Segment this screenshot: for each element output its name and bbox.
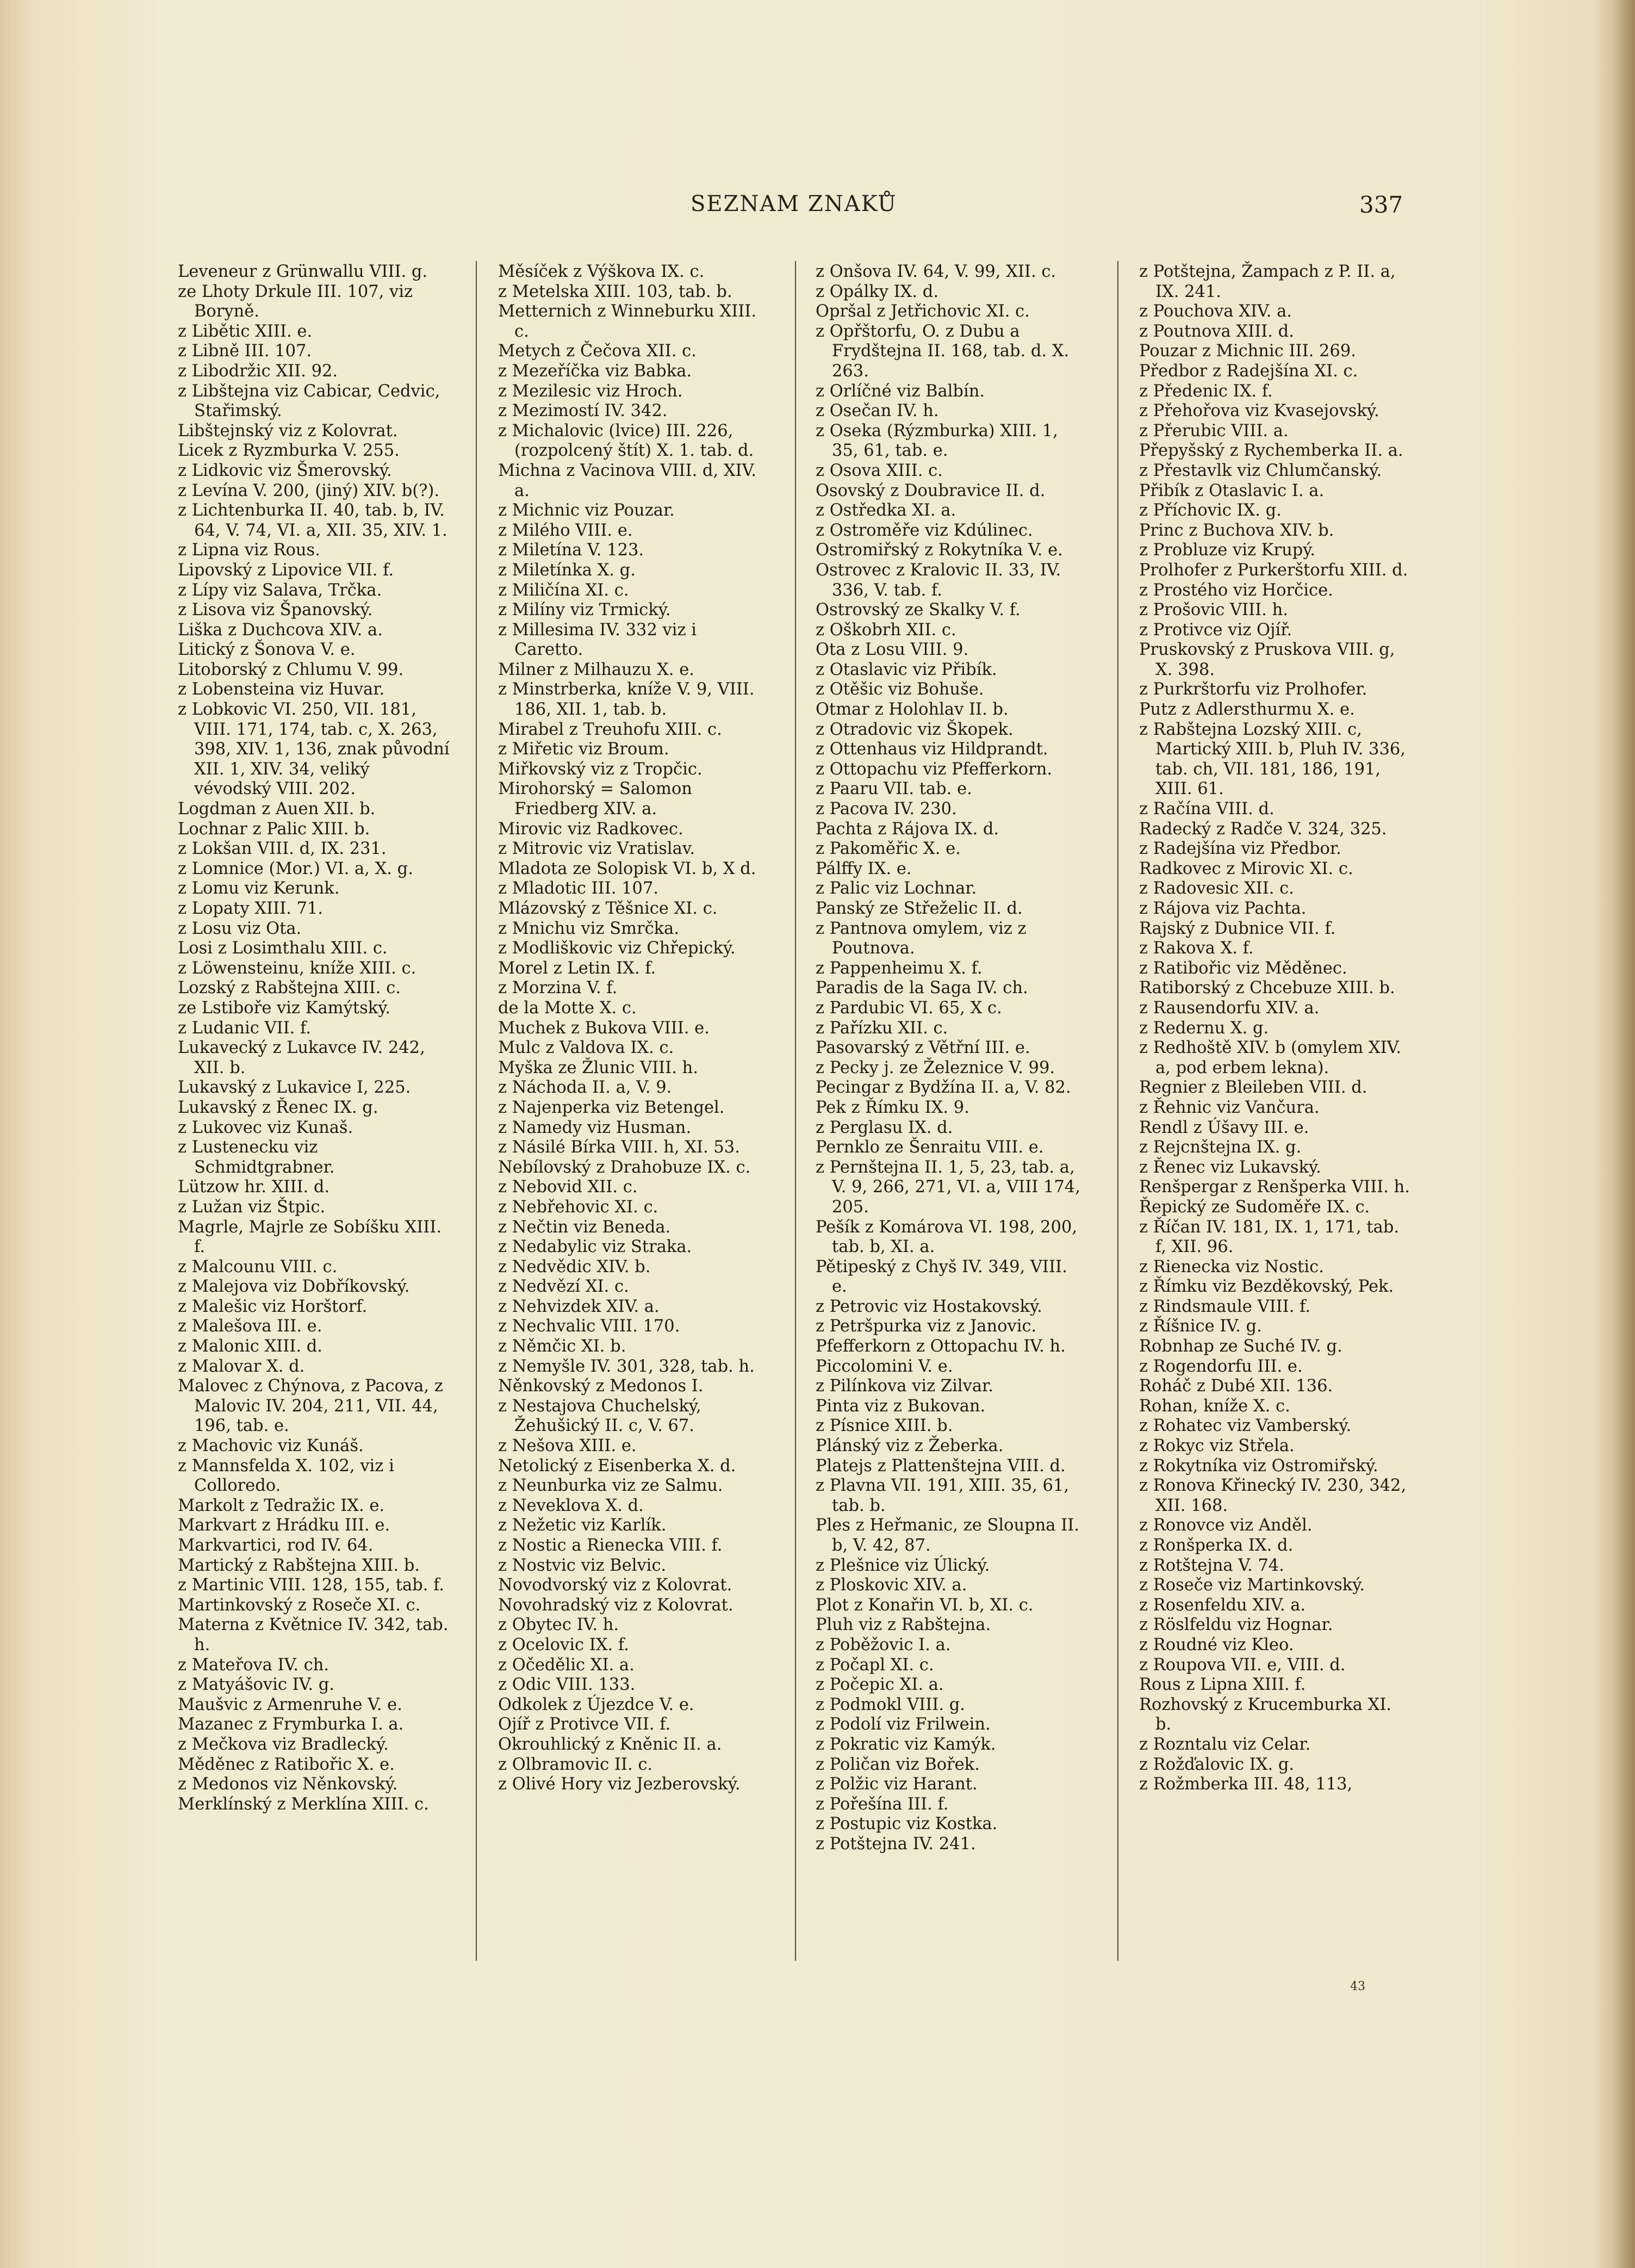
index-entry: Licek z Ryzmburka V. 255. [178,441,400,461]
index-entry: Metternich z Winneburku XIII. c. [498,302,757,341]
index-entry: z Mezeříčka viz Babka. [498,361,692,381]
index-entry: z Poběžovic I. a. [816,1635,951,1654]
index-entry: z Onšova IV. 64, V. 99, XII. c. [816,262,1056,281]
index-entry: z Lužan viz Štpic. [178,1197,326,1217]
index-entry: z Malešova III. e. [178,1317,322,1336]
index-entry: z Plešnice viz Úlický. [816,1556,990,1575]
index-entry: z Libětic XIII. e. [178,321,313,341]
index-entry: z Lukovec viz Kunaš. [178,1118,353,1137]
index-entry: Odkolek z Újezdce V. e. [498,1695,694,1714]
index-entry: z Mateřova IV. ch. [178,1655,330,1675]
index-entry: Řepický ze Sudoměře IX. c. [1139,1197,1370,1217]
index-entry: z Morzina V. f. [498,978,618,998]
index-entry: Lukavecký z Lukavce IV. 242, XII. b. [178,1038,425,1077]
index-entry: z Přerubic VIII. a. [1139,421,1289,441]
index-entry: z Řenec viz Lukavský. [1139,1157,1321,1177]
index-entry: z Matyášovic IV. g. [178,1675,334,1695]
index-entry: z Perglasu IX. d. [816,1118,953,1137]
index-entry: Malovec z Chýnova, z Pacova, z Malovic IV. 204, 211, VII. 44, 196, tab. e. [178,1377,443,1436]
index-entry: Magrle, Majrle ze Sobíšku XIII. f. [178,1217,442,1257]
index-entry: z Rotštejna V. 74. [1139,1556,1284,1575]
index-entry: z Nostvic viz Belvic. [498,1556,667,1575]
index-entry: z Rohatec viz Vamberský. [1139,1416,1352,1436]
index-entry: Pasovarský z Větřní III. e. [816,1038,1030,1058]
index-entry: z Millesima IV. 332 viz i Caretto. [498,620,697,660]
index-entry: z Otaslavic viz Přibík. [816,660,997,679]
index-entry: z Pouchova XIV. a. [1139,302,1292,321]
index-entry: z Počapl XI. c. [816,1655,934,1675]
index-entry: Pinta viz z Bukovan. [816,1396,986,1416]
index-entry: z Losu viz Ota. [178,919,302,938]
index-entry: z Nebřehovic XI. c. [498,1197,658,1217]
index-entry: z Roudné viz Kleo. [1139,1635,1294,1654]
index-entry: z Petršpurka viz z Janovic. [816,1317,1037,1336]
index-entry: z Obytec IV. h. [498,1615,619,1635]
index-entry: z Písnice XIII. b. [816,1416,953,1436]
index-entry: Renšpergar z Renšperka VIII. h. [1139,1178,1410,1197]
index-entry: Mlázovský z Těšnice XI. c. [498,899,718,918]
index-entry: z Prostého viz Horčice. [1139,580,1333,600]
index-entry: z Levína V. 200, (jiný) XIV. b(?). [178,481,440,500]
index-entry: z Milíny viz Trmický. [498,600,671,620]
index-entry: Pešík z Komárova VI. 198, 200, tab. b, XI. a. [816,1217,1078,1257]
index-entry: Ples z Heřmanic, ze Sloupna II. b, V. 42, 87. [816,1516,1079,1555]
index-entry: Maušvic z Armenruhe V. e. [178,1695,402,1714]
index-entry: z Nedvědic XIV. b. [498,1257,651,1276]
index-entry: z Malejova viz Dobříkovský. [178,1277,410,1297]
running-title: SEZNAM ZNAKŮ [691,191,897,216]
index-entry: Ostrovec z Kralovic II. 33, IV. 336, V. tab. f. [816,560,1061,600]
index-entry: z Mladotic III. 107. [498,879,659,898]
index-entry: z Přestavlk viz Chlumčanský. [1139,461,1382,480]
index-entry: ze Lhoty Drkule III. 107, viz Boryně. [178,282,413,321]
index-entry: Rendl z Úšavy III. e. [1139,1118,1309,1137]
index-entry: Panský ze Střeželic II. d. [816,899,1023,918]
index-entry: Materna z Květnice IV. 342, tab. h. [178,1615,449,1654]
index-entry: z Říčan IV. 181, IX. 1, 171, tab. f, XII. 96. [1139,1217,1400,1257]
index-entry: z Oškobrh XII. c. [816,620,956,640]
index-entry: z Röslfeldu viz Hognar. [1139,1615,1333,1635]
index-entry: z Římku viz Bezděkovský, Pek. [1139,1277,1394,1297]
index-entry: z Mečkova viz Bradlecký. [178,1734,389,1754]
index-entry: Novodvorský viz z Kolovrat. [498,1576,732,1595]
index-entry: Lochnar z Palic XIII. b. [178,819,370,839]
index-entry: Opršal z Jetřichovic XI. c. [816,302,1030,321]
index-entry: z Libně III. 107. [178,342,312,361]
index-entry: z Milého VIII. e. [498,520,633,540]
index-entry: z Machovic viz Kunáš. [178,1436,364,1456]
index-entry: z Rokytníka viz Ostromiřský. [1139,1456,1378,1476]
index-entry: z Rogendorfu III. e. [1139,1356,1303,1376]
index-entry: Otmar z Holohlav II. b. [816,700,1009,720]
index-entry: Pernklo ze Šenraitu VIII. e. [816,1138,1044,1157]
index-entry: z Rakova X. f. [1139,939,1254,958]
index-entry: Martinkovský z Roseče XI. c. [178,1595,421,1615]
index-entry: z Radovesic XII. c. [1139,879,1294,898]
index-entry: z Příchovic IX. g. [1139,501,1282,520]
index-entry: z Lokšan VIII. d, IX. 231. [178,839,387,859]
index-entry: z Olbramovic II. c. [498,1755,653,1774]
index-entry: Radecký z Radče V. 324, 325. [1139,819,1387,839]
index-entry: z Miřetic viz Broum. [498,740,669,759]
index-entry: z Miličína XI. c. [498,580,629,600]
index-entry: Mirovic viz Radkovec. [498,819,683,839]
index-entry: de la Motte X. c. [498,998,637,1018]
index-entry: Putz z Adlersthurmu X. e. [1139,700,1355,720]
index-entry: z Rabštejna Lozský XIII. c, Martický XIII. b, Pluh IV. 336, tab. ch, VII. 181, 186, 191, XIII. 61. [1139,720,1406,799]
index-entry: z Rájova viz Pachta. [1139,899,1307,918]
index-entry: z Poličan viz Bořek. [816,1755,980,1774]
index-entry: z Nedabylic viz Straka. [498,1237,692,1257]
index-entry: Losi z Losimthalu XIII. c. [178,939,388,958]
index-entry: z Ploskovic XIV. a. [816,1576,967,1595]
index-entry: Radkovec z Mirovic XI. c. [1139,859,1353,878]
index-entry: z Pořešína III. f. [816,1794,949,1814]
index-entry: z Namedy viz Husman. [498,1118,692,1137]
index-entry: z Najenperka viz Betengel. [498,1098,725,1117]
page-edge-shadow [1613,0,1635,2268]
index-entry: Osovský z Doubravice II. d. [816,481,1046,500]
index-entry: z Ludanic VII. f. [178,1018,311,1038]
index-entry: z Osova XIII. c. [816,461,943,480]
index-entry: Přibík z Otaslavic I. a. [1139,481,1325,500]
index-column-3 [816,262,1087,1855]
index-entry: Princ z Buchova XIV. b. [1139,520,1334,540]
index-entry: z Pappenheimu X. f. [816,958,983,978]
index-entry: z Metelska XIII. 103, tab. b. [498,282,732,301]
index-entry: z Miletínka X. g. [498,560,636,580]
index-entry: z Rindsmaule VIII. f. [1139,1297,1311,1316]
index-entry: z Prošovic VIII. h. [1139,600,1288,620]
index-entry: z Ocelovic IX. f. [498,1635,629,1654]
index-entry: Markolt z Tedražic IX. e. [178,1496,385,1515]
index-entry: z Předenic IX. f. [1139,381,1273,401]
index-entry: Prolhofer z Purkerštorfu XIII. d. [1139,560,1408,580]
index-entry: Miřkovský viz z Tropčic. [498,759,703,779]
index-entry: Pecingar z Bydžína II. a, V. 82. [816,1078,1071,1098]
index-entry: Netolický z Eisenberka X. d. [498,1456,736,1476]
index-entry: z Ottopachu viz Pfefferkorn. [816,759,1053,779]
index-entry: z Opřštorfu, O. z Dubu a Frydštejna II. 168, tab. d. X. 263. [816,321,1070,381]
index-entry: z Ostředka XI. a. [816,501,956,520]
index-entry: Lützow hr. XIII. d. [178,1178,330,1197]
index-entry: z Rausendorfu XIV. a. [1139,998,1320,1018]
index-entry: Rozhovský z Krucemburka XI. b. [1139,1695,1392,1734]
index-entry: z Roupova VII. e, VIII. d. [1139,1655,1346,1675]
index-entry: z Nežetic viz Karlík. [498,1516,667,1535]
index-entry: Přepyšský z Rychemberka II. a. [1139,441,1403,461]
index-entry: z Lisova viz Španovský. [178,600,373,620]
index-entry: Lozský z Rabštejna XIII. c. [178,978,401,998]
index-entry: Roháč z Dubé XII. 136. [1139,1377,1333,1396]
index-entry: z Paaru VII. tab. e. [816,779,972,799]
index-entry: z Odic VIII. 133. [498,1675,636,1695]
index-entry: z Pecky j. ze Železnice V. 99. [816,1058,1055,1077]
index-entry: z Redhoště XIV. b (omylem XIV. a, pod erbem lekna). [1139,1038,1402,1077]
index-entry: z Modliškovic viz Chřepický. [498,939,736,958]
index-entry: Pouzar z Michnic III. 269. [1139,342,1356,361]
index-entry: z Otěšic viz Bohuše. [816,680,984,699]
index-entry: Regnier z Bleileben VIII. d. [1139,1078,1367,1098]
index-entry: z Mitrovic viz Vratislav. [498,839,695,859]
index-entry: z Postupic viz Kostka. [816,1814,998,1834]
index-entry: Mladota ze Solopisk VI. b, X d. [498,859,756,878]
index-entry: z Němčic XI. b. [498,1337,626,1356]
index-entry: Michna z Vacinova VIII. d, XIV. a. [498,461,756,500]
index-entry: z Petrovic viz Hostakovský. [816,1297,1042,1316]
index-entry: Muchek z Bukova VIII. e. [498,1018,710,1038]
index-entry: z Ostroměře viz Kdúlinec. [816,520,1033,540]
index-entry: Milner z Milhauzu X. e. [498,660,694,679]
index-entry: z Pantnova omylem, viz z Poutnova. [816,919,1027,958]
index-entry: z Lipna viz Rous. [178,541,320,560]
index-entry: Myška ze Žlunic VIII. h. [498,1058,698,1077]
index-entry: z Rienecka viz Nostic. [1139,1257,1324,1276]
index-entry: Předbor z Radejšína XI. c. [1139,361,1358,381]
index-entry: Ostrovský ze Skalky V. f. [816,600,1021,620]
column-rule-2 [795,261,796,1961]
index-entry: ze Lstiboře viz Kamýtský. [178,998,391,1018]
index-entry: Lukavský z Lukavice I, 225. [178,1078,411,1098]
index-column-2 [498,262,770,1795]
index-entry: Pachta z Rájova IX. d. [816,819,999,839]
index-entry: Litický z Šonova V. e. [178,640,356,660]
index-entry: Pruskovský z Pruskova VIII. g, X. 398. [1139,640,1395,679]
index-entry: z Ottenhaus viz Hildprandt. [816,740,1048,759]
index-entry: Mulc z Valdova IX. c. [498,1038,674,1058]
index-entry: Litoborský z Chlumu V. 99. [178,660,404,679]
index-entry: Novohradský viz z Kolovrat. [498,1595,733,1615]
index-entry: z Löwensteinu, kníže XIII. c. [178,958,416,978]
index-entry: z Pernštejna II. 1, 5, 23, tab. a, V. 9, 266, 271, VI. a, VIII 174, 205. [816,1157,1080,1217]
index-entry: z Malonic XIII. d. [178,1337,322,1356]
index-entry: z Poutnova XIII. d. [1139,321,1294,341]
index-entry: Pálffy IX. e. [816,859,912,878]
index-entry: z Rozntalu viz Celar. [1139,1734,1311,1754]
column-rule-1 [476,261,477,1961]
index-entry: z Redernu X. g. [1139,1018,1269,1038]
index-entry: z Nečtin viz Beneda. [498,1217,671,1237]
index-entry: z Nemyšle IV. 301, 328, tab. h. [498,1356,755,1376]
index-entry: z Polžic viz Harant. [816,1775,978,1794]
index-entry: z Ratibořic viz Měděnec. [1139,958,1347,978]
index-entry: Rous z Lipna XIII. f. [1139,1675,1306,1695]
index-entry: z Oseka (Rýzmburka) XIII. 1, 35, 61, tab. e. [816,421,1058,461]
index-entry: z Osečan IV. h. [816,401,939,421]
column-rule-3 [1117,261,1118,1961]
index-entry: z Lomnice (Mor.) VI. a, X. g. [178,859,413,878]
index-entry: z Ronšperka IX. d. [1139,1536,1294,1555]
index-column-1 [178,262,450,1814]
index-entry: z Lobensteina viz Huvar. [178,680,385,699]
index-entry: Ratiborský z Chcebuze XIII. b. [1139,978,1395,998]
index-entry: Liška z Duchcova XIV. a. [178,620,383,640]
index-entry: z Probluze viz Krupý. [1139,541,1316,560]
index-entry: z Nedvězí XI. c. [498,1277,629,1297]
index-entry: z Náchoda II. a, V. 9. [498,1078,672,1098]
index-entry: Nebílovský z Drahobuze IX. c. [498,1157,751,1177]
index-entry: Pluh viz z Rabštejna. [816,1615,991,1635]
index-entry: Mazanec z Frymburka I. a. [178,1715,404,1734]
index-entry: z Přehořova viz Kvasejovský. [1139,401,1379,421]
index-entry: Lukavský z Řenec IX. g. [178,1098,378,1117]
index-entry: z Malešic viz Horštorf. [178,1297,368,1316]
index-entry: Plánský viz z Žeberka. [816,1436,1004,1456]
index-entry: Robnhap ze Suché IV. g. [1139,1337,1342,1356]
index-entry: z Radejšína viz Předbor. [1139,839,1341,859]
index-entry: z Michnic viz Pouzar. [498,501,675,520]
index-entry: z Lichtenburka II. 40, tab. b, IV. 64, V. 74, VI. a, XII. 35, XIV. 1. [178,501,447,540]
index-entry: z Nešova XIII. e. [498,1436,637,1456]
index-entry: z Malcounu VIII. c. [178,1257,338,1276]
index-entry: z Lidkovic viz Šmerovský. [178,461,392,480]
index-entry: z Minstrberka, kníže V. 9, VIII. 186, XII. 1, tab. b. [498,680,755,720]
index-entry: z Opálky IX. d. [816,282,939,301]
index-entry: z Nestajova Chuchelský, Žehušický II. c, V. 67. [498,1396,701,1436]
index-entry: z Rosenfeldu XIV. a. [1139,1595,1306,1615]
index-entry: z Purkrštorfu viz Prolhofer. [1139,680,1367,699]
index-entry: Metych z Čečova XII. c. [498,342,697,361]
index-entry: z Mnichu viz Smrčka. [498,919,680,938]
index-entry: Ostromiřský z Rokytníka V. e. [816,541,1063,560]
index-entry: z Nehvizdek XIV. a. [498,1297,660,1316]
index-entry: z Ronova Křinecký IV. 230, 342, XII. 168. [1139,1476,1407,1515]
index-entry: z Rokyc viz Střela. [1139,1436,1295,1456]
index-entry: z Lípy viz Salava, Trčka. [178,580,382,600]
index-entry: z Martinic VIII. 128, 155, tab. f. [178,1576,444,1595]
index-entry: z Nebovid XII. c. [498,1178,638,1197]
index-entry: z Neveklova X. d. [498,1496,644,1515]
index-entry: z Libodržic XII. 92. [178,361,338,381]
index-entry: z Palic viz Lochnar. [816,879,977,898]
index-entry: z Potštejna, Žampach z P. II. a, IX. 241. [1139,262,1396,301]
index-entry: z Lustenecku viz Schmidtgrabner. [178,1138,335,1177]
index-entry: z Ronovce viz Anděl. [1139,1516,1313,1535]
index-entry: z Očedělic XI. a. [498,1655,635,1675]
index-entry: Rohan, kníže X. c. [1139,1396,1290,1416]
index-entry: z Podolí viz Frilwein. [816,1715,991,1734]
index-entry: z Nostic a Rienecka VIII. f. [498,1536,723,1555]
index-entry: Libštejnský viz z Kolovrat. [178,421,398,441]
index-entry: Markvart z Hrádku III. e. [178,1516,390,1535]
index-entry: z Pařízku XII. c. [816,1018,948,1038]
index-entry: Pětipeský z Chyš IV. 349, VIII. e. [816,1257,1067,1297]
index-entry: z Neunburka viz ze Salmu. [498,1476,723,1496]
index-entry: z Lomu viz Kerunk. [178,879,340,898]
index-entry: z Pacova IV. 230. [816,800,957,819]
index-entry: z Pakoměřic X. e. [816,839,961,859]
index-entry: Piccolomini V. e. [816,1356,953,1376]
printer-signature: 43 [1350,1980,1365,1993]
index-entry: z Otradovic viz Škopek. [816,720,1014,739]
index-entry: z Lobkovic VI. 250, VII. 181, VIII. 171, 174, tab. c, X. 263, 398, XIV. 1, 136, znak původní XII. 1, XIV. 34, veliký vévodský VIII. 202. [178,700,450,799]
index-entry: Rajský z Dubnice VII. f. [1139,919,1336,938]
index-entry: z Medonos viz Něnkovský. [178,1775,398,1794]
index-entry: z Orlíčné viz Balbín. [816,381,985,401]
index-entry: z Mezimostí IV. 342. [498,401,668,421]
index-entry: z Olivé Hory viz Jezberovský. [498,1775,741,1794]
index-entry: Leveneur z Grünwallu VIII. g. [178,262,428,281]
index-entry: Měděnec z Ratibořic X. e. [178,1755,395,1774]
index-entry: z Nechvalic VIII. 170. [498,1317,680,1336]
index-entry: Mirabel z Treuhofu XIII. c. [498,720,722,739]
index-entry: z Pilínkova viz Zilvar. [816,1377,993,1396]
index-entry: Ojíř z Protivce VII. f. [498,1715,671,1734]
index-entry: z Pokratic viz Kamýk. [816,1734,996,1754]
index-entry: Logdman z Auen XII. b. [178,800,376,819]
index-entry: z Počepic XI. a. [816,1675,944,1695]
page-number: 337 [1359,191,1403,218]
page-header [691,191,1403,230]
index-entry: Měsíček z Výškova IX. c. [498,262,705,281]
index-entry: Platejs z Plattenštejna VIII. d. [816,1456,1066,1476]
index-entry: z Račína VIII. d. [1139,800,1275,819]
index-entry: z Roseče viz Martinkovský. [1139,1576,1365,1595]
index-entry: z Protivce viz Ojíř. [1139,620,1292,640]
index-entry: Pek z Římku IX. 9. [816,1098,969,1117]
index-entry: z Michalovic (lvice) III. 226, (rozpolcený štít) X. 1. tab. d. [498,421,754,461]
index-entry: Morel z Letin IX. f. [498,958,656,978]
index-entry: z Rejcnštejna IX. g. [1139,1138,1302,1157]
index-entry: z Potštejna IV. 241. [816,1834,976,1854]
index-entry: Ota z Losu VIII. 9. [816,640,969,660]
index-entry: z Plavna VII. 191, XIII. 35, 61, tab. b. [816,1476,1070,1515]
index-entry: z Mezilesic viz Hroch. [498,381,683,401]
index-entry: z Řehnic viz Vančura. [1139,1098,1320,1117]
index-entry: z Lopaty XIII. 71. [178,899,324,918]
index-entry: z Pardubic VI. 65, X c. [816,998,1002,1018]
index-entry: Markvartici, rod IV. 64. [178,1536,374,1555]
index-entry: Okrouhlický z Kněnic II. a. [498,1734,722,1754]
index-entry: Martický z Rabštejna XIII. b. [178,1556,420,1575]
index-entry: Mirohorský = Salomon Friedberg XIV. a. [498,779,692,819]
index-entry: Merklínský z Merklína XIII. c. [178,1794,429,1814]
index-entry: Lipovský z Lipovice VII. f. [178,560,394,580]
index-entry: Něnkovský z Medonos I. [498,1377,704,1396]
index-entry: z Malovar X. d. [178,1356,305,1376]
index-entry: z Rožmberka III. 48, 113, [1139,1775,1353,1794]
index-entry: z Mannsfelda X. 102, viz i Colloredo. [178,1456,394,1496]
index-entry: z Rožďalovic IX. g. [1139,1755,1295,1774]
index-entry: z Násilé Bírka VIII. h, XI. 53. [498,1138,740,1157]
index-entry: Pfefferkorn z Ottopachu IV. h. [816,1337,1066,1356]
index-entry: z Podmokl VIII. g. [816,1695,965,1714]
index-entry: z Miletína V. 123. [498,541,644,560]
index-entry: z Říšnice IV. g. [1139,1317,1262,1336]
index-column-4 [1139,262,1411,1795]
index-entry: z Libštejna viz Cabicar, Cedvic, Stařimský. [178,381,440,421]
index-entry: Paradis de la Saga IV. ch. [816,978,1028,998]
index-entry: Plot z Konařin VI. b, XI. c. [816,1595,1034,1615]
